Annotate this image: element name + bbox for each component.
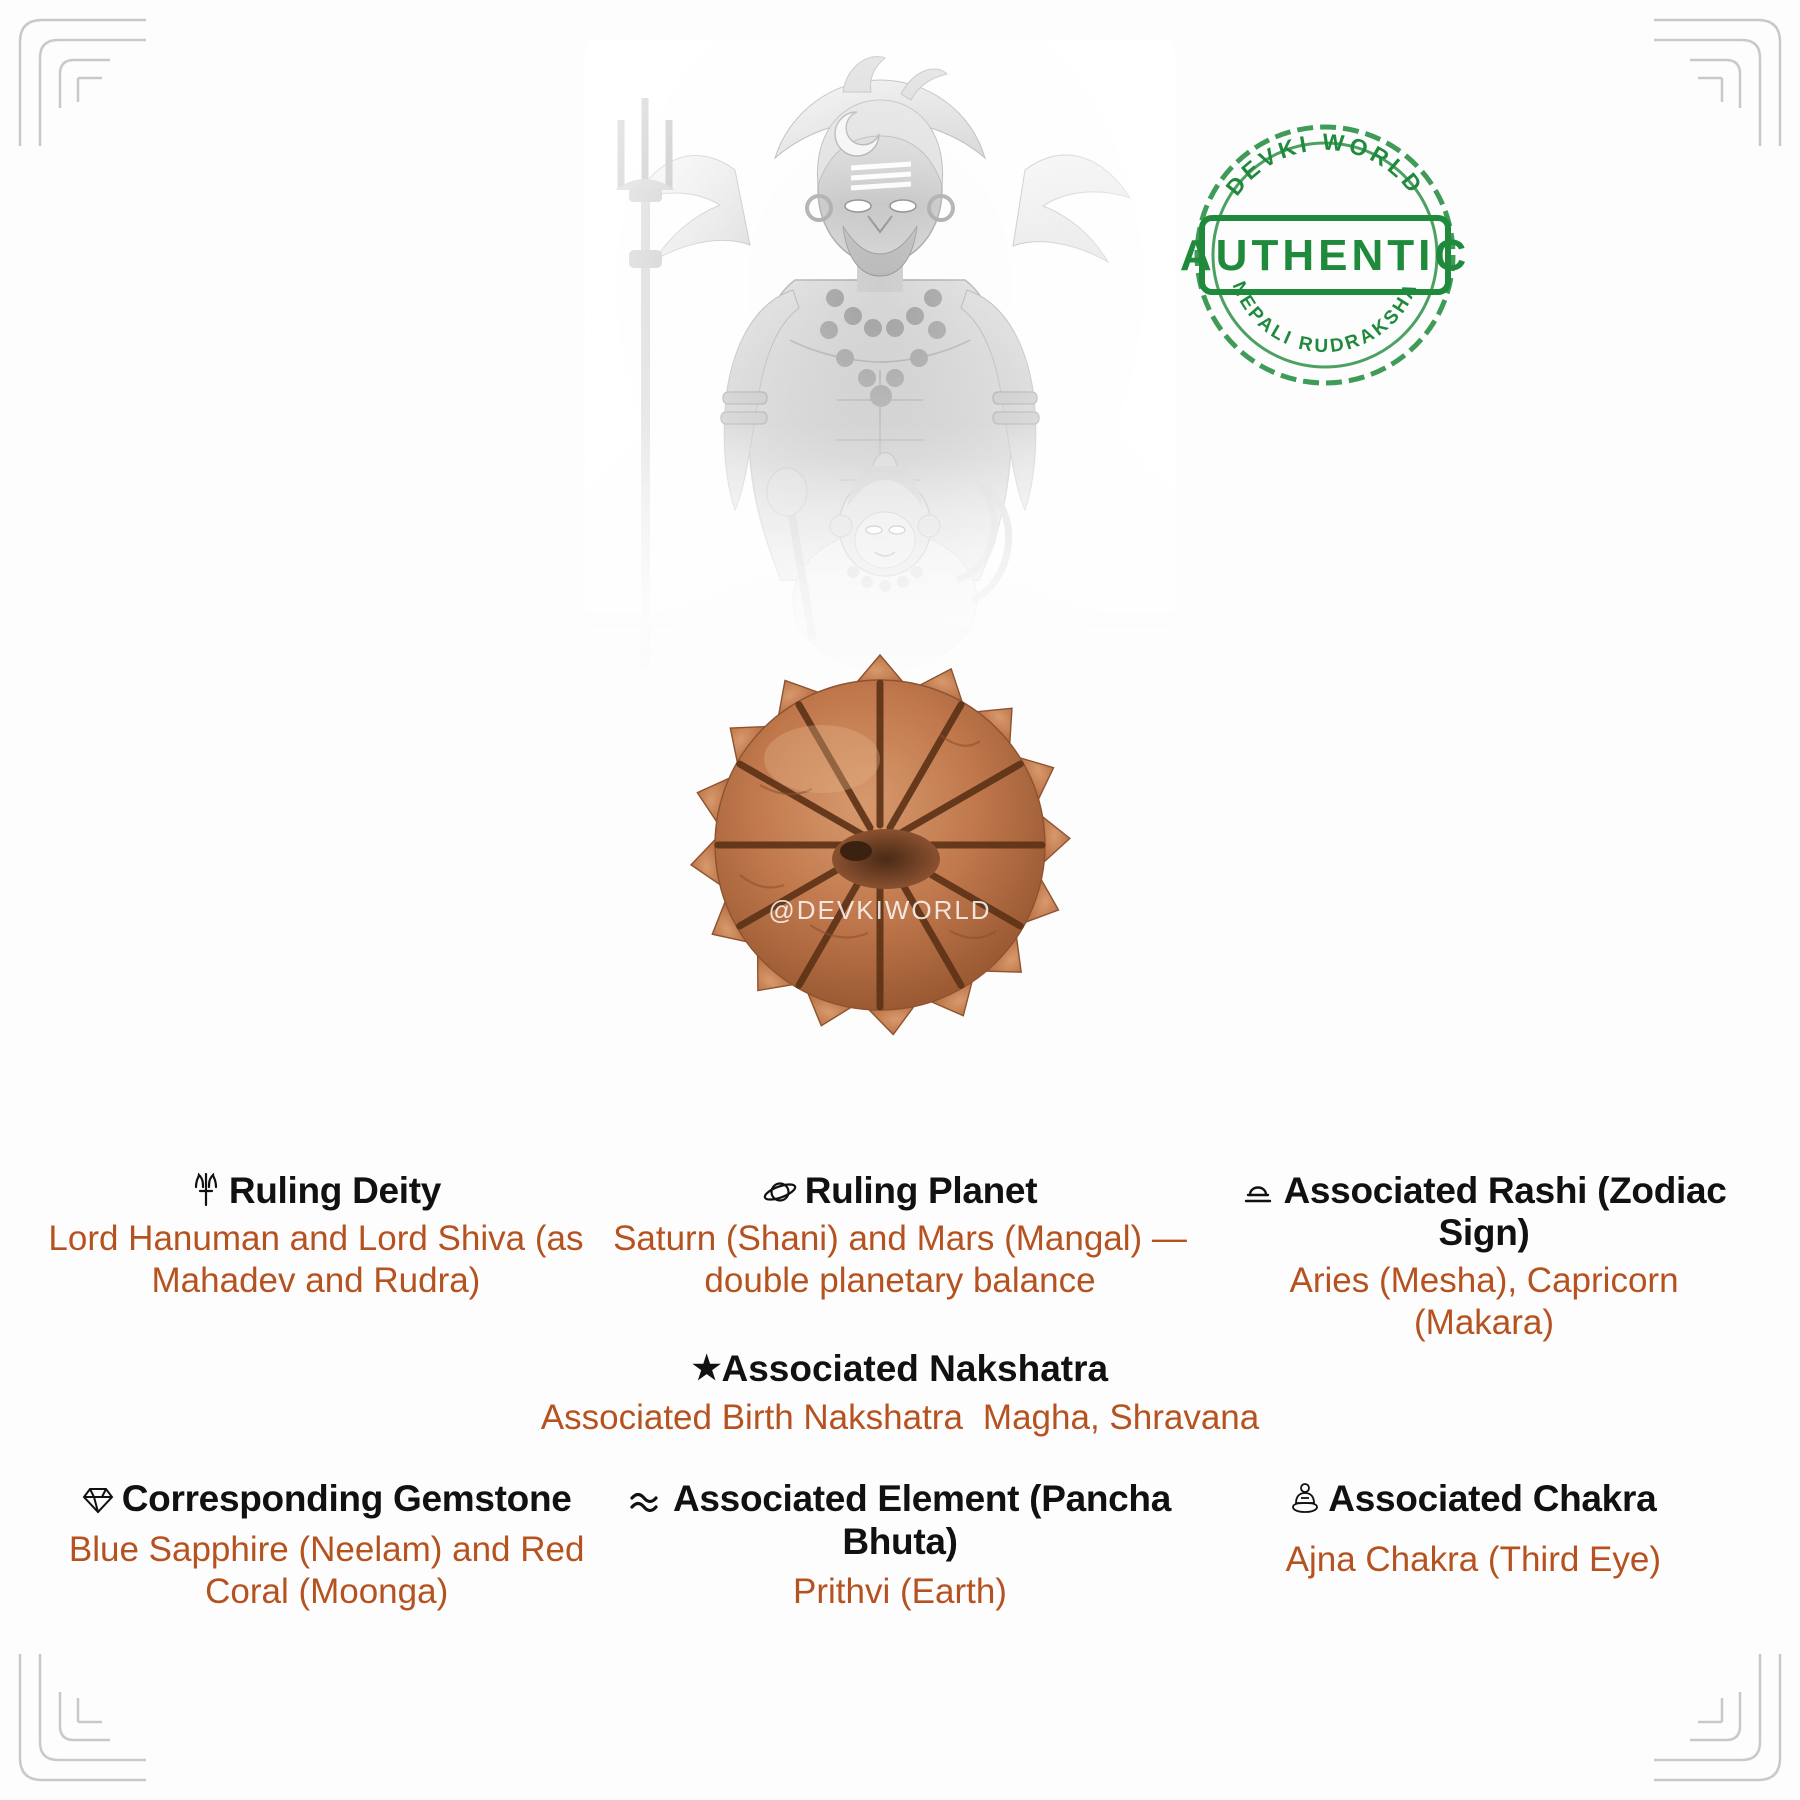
- attribute-ruling-planet: [592, 1170, 1208, 1344]
- ruling-deity-title: Ruling Deity: [228, 1170, 442, 1211]
- rudraksha-bead-image: [615, 640, 1145, 1040]
- attribute-associated-element: [613, 1478, 1186, 1612]
- associated-element-heading: [621, 1478, 1178, 1562]
- associated-chakra-value: Ajna Chakra (Third Eye): [1285, 1539, 1662, 1579]
- attribute-associated-chakra: [1187, 1478, 1760, 1612]
- attribute-ruling-deity: [40, 1170, 592, 1344]
- corner-ornament-bottom-left: [18, 1652, 148, 1782]
- ruling-deity-value: Lord Hanuman and Lord Shiva (as Mahadev and Rudra): [48, 1219, 584, 1301]
- associated-element-value: Prithvi (Earth): [793, 1571, 1007, 1611]
- stamp-top-arc-text: DEVKI WORLD: [1220, 128, 1430, 201]
- svg-text:DEVKI WORLD: [1220, 128, 1429, 200]
- gemstone-icon: [82, 1485, 114, 1515]
- associated-element-title: Associated Element (Pancha Bhuta): [672, 1478, 1172, 1562]
- chakra-meditation-icon: [1290, 1481, 1320, 1515]
- associated-rashi-title: Associated Rashi (Zodiac Sign): [1283, 1170, 1727, 1254]
- associated-chakra-heading: [1195, 1478, 1752, 1520]
- saturn-planet-icon: [763, 1177, 797, 1207]
- corresponding-gemstone-value: Blue Sapphire (Neelam) and Red Coral (Moonga): [68, 1529, 585, 1611]
- associated-rashi-value: Aries (Mesha), Capricorn (Makara): [1289, 1261, 1679, 1343]
- attribute-corresponding-gemstone: [40, 1478, 613, 1612]
- corner-ornament-bottom-right: [1652, 1652, 1782, 1782]
- associated-rashi-heading: [1216, 1170, 1752, 1254]
- associated-chakra-title: Associated Chakra: [1328, 1478, 1657, 1520]
- attribute-associated-rashi: [1208, 1170, 1760, 1344]
- associated-nakshatra-heading: [40, 1348, 1760, 1390]
- associated-nakshatra-row: [40, 1398, 1760, 1438]
- element-wave-icon: [629, 1489, 665, 1515]
- stamp-main-text: AUTHENTIC: [1180, 231, 1470, 280]
- associated-nakshatra-value: Magha, Shravana: [982, 1398, 1260, 1438]
- attributes-row-1: [40, 1170, 1760, 1344]
- associated-nakshatra-label: Associated Birth Nakshatra: [540, 1398, 963, 1438]
- ruling-planet-title: Ruling Planet: [804, 1170, 1038, 1211]
- ruling-planet-value: Saturn (Shani) and Mars (Mangal) — double planetary balance: [613, 1219, 1187, 1301]
- corresponding-gemstone-title: Corresponding Gemstone: [121, 1478, 572, 1520]
- libra-scales-icon: [1241, 1177, 1275, 1207]
- deity-illustration: [585, 40, 1175, 740]
- ruling-deity-heading: [48, 1170, 584, 1212]
- associated-nakshatra-title: Associated Nakshatra: [721, 1348, 1109, 1390]
- trishul-icon: [191, 1173, 221, 1207]
- authentic-stamp: [1180, 110, 1470, 400]
- attributes-row-2: [40, 1478, 1760, 1612]
- watermark-text: @DEVKIWORLD: [768, 895, 992, 925]
- stamp-bottom-arc-text: NEPALI RUDRAKSHA: [1227, 278, 1423, 358]
- corresponding-gemstone-heading: [48, 1478, 605, 1520]
- attributes-section: [0, 1170, 1800, 1613]
- ruling-planet-heading: [600, 1170, 1200, 1212]
- star-icon: ★: [691, 1349, 722, 1387]
